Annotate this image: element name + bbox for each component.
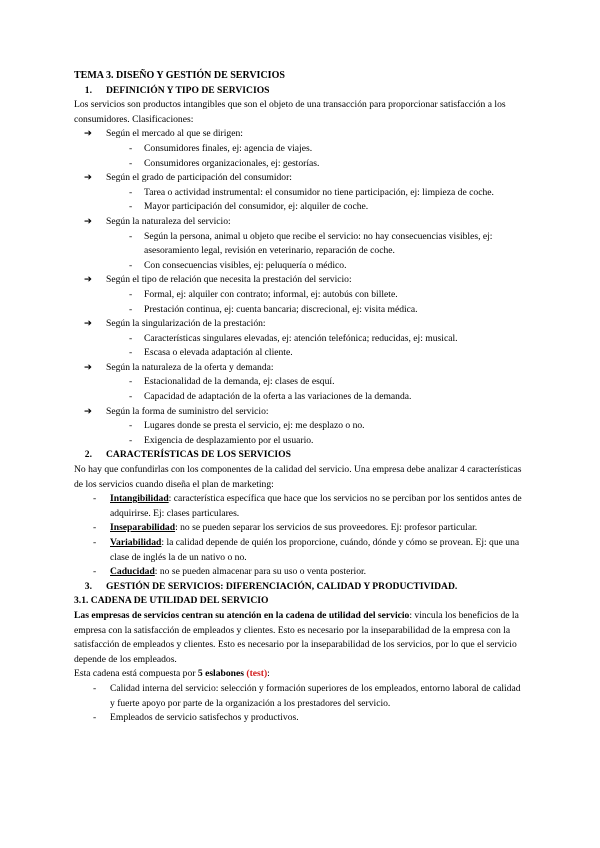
classification-item-text: Características singulares elevadas, ej: atención telefónica; reducidas, ej: musical. bbox=[144, 332, 458, 344]
chain-link-item bbox=[74, 682, 526, 711]
arrow-icon: ➔ bbox=[84, 405, 93, 417]
classification-item bbox=[74, 303, 526, 318]
classification-label: Según el grado de participación del consumidor: bbox=[106, 172, 292, 184]
test-tag: (test) bbox=[246, 668, 268, 680]
classification-item-text: Lugares donde se presta el servicio, ej: me desplazo o no. bbox=[144, 420, 365, 432]
classification-label: Según la naturaleza del servicio: bbox=[106, 215, 231, 227]
classification-label: Según la naturaleza de la oferta y demanda: bbox=[106, 361, 274, 373]
classification-group bbox=[74, 171, 526, 186]
classification-label: Según la singularización de la prestación: bbox=[106, 318, 266, 330]
dash-bullet: - bbox=[129, 376, 133, 388]
section-2-intro: No hay que confundirlas con los componentes de la calidad del servicio. Una empresa debe analizar 4 características de los servicios cuando diseña el plan de marketing: bbox=[74, 464, 522, 490]
classification-group bbox=[74, 317, 526, 332]
section-2-number: 2. bbox=[84, 449, 92, 461]
dash-bullet: - bbox=[129, 230, 133, 242]
dash-bullet: - bbox=[129, 347, 133, 359]
characteristic-item bbox=[74, 536, 526, 565]
dash-bullet: - bbox=[93, 537, 97, 548]
classification-item bbox=[74, 259, 526, 274]
classification-item bbox=[74, 346, 526, 361]
classification-item bbox=[74, 375, 526, 390]
dash-bullet: - bbox=[129, 186, 133, 198]
characteristic-text: : no se pueden almacenar para su uso o venta posterior. bbox=[154, 566, 367, 578]
classification-item-text: Consumidores organizacionales, ej: gestorías. bbox=[144, 157, 320, 169]
classification-group bbox=[74, 361, 526, 376]
arrow-icon: ➔ bbox=[84, 318, 93, 330]
classification-label: Según el mercado al que se dirigen: bbox=[106, 128, 243, 140]
characteristic-item bbox=[74, 521, 526, 536]
arrow-icon: ➔ bbox=[84, 172, 93, 184]
section-1-intro: Los servicios son productos intangibles que son el objeto de una transacción para proporcionar satisfacción a los consumidores. Clasificaciones: bbox=[74, 99, 506, 125]
chain-link-item bbox=[74, 711, 526, 726]
classification-item bbox=[74, 288, 526, 303]
classification-item bbox=[74, 200, 526, 215]
subsection-3-1-heading: 3.1. CADENA DE UTILIDAD DEL SERVICIO bbox=[74, 595, 269, 607]
classification-item-text: Con consecuencias visibles, ej: peluquería o médico. bbox=[144, 259, 347, 271]
classification-label: Según el tipo de relación que necesita la prestación del servicio: bbox=[106, 274, 352, 286]
dash-bullet: - bbox=[93, 712, 97, 724]
classification-item bbox=[74, 332, 526, 347]
classification-label: Según la forma de suministro del servicio: bbox=[106, 405, 269, 417]
section-3-number: 3. bbox=[84, 580, 92, 592]
chain-links-pre: Esta cadena está compuesta por bbox=[74, 668, 198, 680]
dash-bullet: - bbox=[129, 288, 133, 300]
classification-item bbox=[74, 419, 526, 434]
characteristic-term: Inseparabilidad bbox=[110, 522, 176, 534]
arrow-icon: ➔ bbox=[84, 128, 93, 140]
characteristic-term: Intangibilidad bbox=[110, 493, 169, 505]
dash-bullet: - bbox=[129, 391, 133, 403]
classification-group bbox=[74, 127, 526, 142]
dash-bullet: - bbox=[129, 332, 133, 344]
document-page bbox=[74, 69, 526, 726]
dash-bullet: - bbox=[129, 420, 133, 432]
chain-links-line bbox=[74, 667, 526, 682]
classification-item-text: Mayor participación del consumidor, ej: alquiler de coche. bbox=[144, 201, 369, 213]
classification-item-text: Exigencia de desplazamiento por el usuario. bbox=[144, 434, 314, 446]
dash-bullet: - bbox=[129, 201, 133, 213]
document-title: TEMA 3. DISEÑO Y GESTIÓN DE SERVICIOS bbox=[74, 70, 285, 81]
arrow-icon: ➔ bbox=[84, 361, 93, 373]
characteristic-item bbox=[74, 492, 526, 521]
section-3-heading bbox=[74, 580, 526, 595]
classification-item bbox=[74, 390, 526, 405]
classification-item-text: Escasa o elevada adaptación al cliente. bbox=[144, 347, 293, 359]
section-2-heading bbox=[74, 448, 526, 463]
characteristic-text: : característica específica que hace que los servicios no se perciban por los sentidos antes de adquirirse. Ej: clases particulares. bbox=[110, 493, 522, 519]
chain-link-text: Calidad interna del servicio: selección y formación superiores de los empleados, entorno laboral de calidad y fuerte apoyo por parte de la organización a los prestadores del servicio. bbox=[110, 682, 521, 709]
dash-bullet: - bbox=[93, 682, 97, 694]
characteristic-term: Caducidad bbox=[110, 566, 155, 578]
arrow-icon: ➔ bbox=[84, 274, 93, 286]
utility-chain-text: : vincula los beneficios de la empresa con la satisfacción de empleados y clientes. Esto es necesario por la inseparabilidad de la empresa con la satisfacción de empleados y clientes. Esto es necesario por la inseparabilidad de los servicios, por lo que el servicio depende de los empleados. bbox=[74, 609, 519, 665]
dash-bullet: - bbox=[129, 157, 133, 169]
classification-item bbox=[74, 157, 526, 172]
section-1-heading bbox=[74, 84, 526, 99]
characteristic-text: : no se pueden separar los servicios de sus proveedores. Ej: profesor particular. bbox=[175, 522, 478, 534]
section-1-number: 1. bbox=[84, 84, 92, 96]
chain-links-list bbox=[74, 682, 526, 726]
utility-chain-lead: Las empresas de servicios centran su atención en la cadena de utilidad del servicio bbox=[74, 609, 410, 621]
characteristic-term: Variabilidad bbox=[110, 537, 162, 548]
classification-item-text: Capacidad de adaptación de la oferta a las variaciones de la demanda. bbox=[144, 391, 412, 403]
classification-item-text: Formal, ej: alquiler con contrato; informal, ej: autobús con billete. bbox=[144, 288, 398, 300]
section-1-title: DEFINICIÓN Y TIPO DE SERVICIOS bbox=[106, 84, 270, 96]
classification-item bbox=[74, 434, 526, 449]
section-3-title: GESTIÓN DE SERVICIOS: DIFERENCIACIÓN, CALIDAD Y PRODUCTIVIDAD. bbox=[106, 580, 458, 592]
classification-item-text: Según la persona, animal u objeto que recibe el servicio: no hay consecuencias visibles, ej: asesoramiento legal, revisión en veterinario, reparación de coche. bbox=[144, 230, 493, 257]
classification-item bbox=[74, 230, 526, 259]
characteristic-text: : la calidad depende de quién los proporcione, cuándo, dónde y cómo se provean. Ej: que una clase de inglés la de un nativo o no. bbox=[110, 537, 520, 563]
dash-bullet: - bbox=[93, 522, 97, 534]
chain-links-colon: : bbox=[267, 668, 270, 680]
classification-group bbox=[74, 215, 526, 230]
dash-bullet: - bbox=[93, 566, 97, 578]
chain-link-text: Empleados de servicio satisfechos y productivos. bbox=[110, 712, 299, 724]
dash-bullet: - bbox=[129, 259, 133, 271]
classification-group bbox=[74, 405, 526, 420]
chain-links-count: 5 eslabones bbox=[197, 668, 244, 680]
classification-group bbox=[74, 273, 526, 288]
classification-item-text: Consumidores finales, ej: agencia de viajes. bbox=[144, 142, 313, 154]
dash-bullet: - bbox=[93, 493, 97, 505]
characteristic-item bbox=[74, 565, 526, 580]
utility-chain-paragraph bbox=[74, 609, 526, 667]
arrow-icon: ➔ bbox=[84, 215, 93, 227]
dash-bullet: - bbox=[129, 303, 133, 315]
dash-bullet: - bbox=[129, 142, 133, 154]
classification-item bbox=[74, 142, 526, 157]
classification-list bbox=[74, 127, 526, 448]
classification-item-text: Estacionalidad de la demanda, ej: clases de esquí. bbox=[144, 376, 335, 388]
classification-item-text: Tarea o actividad instrumental: el consumidor no tiene participación, ej: limpieza de coche. bbox=[144, 186, 494, 198]
dash-bullet: - bbox=[129, 434, 133, 446]
section-2-title: CARACTERÍSTICAS DE LOS SERVICIOS bbox=[106, 449, 291, 461]
characteristics-list bbox=[74, 492, 526, 580]
classification-item bbox=[74, 186, 526, 201]
classification-item-text: Prestación continua, ej: cuenta bancaria; discrecional, ej: visita médica. bbox=[144, 303, 418, 315]
